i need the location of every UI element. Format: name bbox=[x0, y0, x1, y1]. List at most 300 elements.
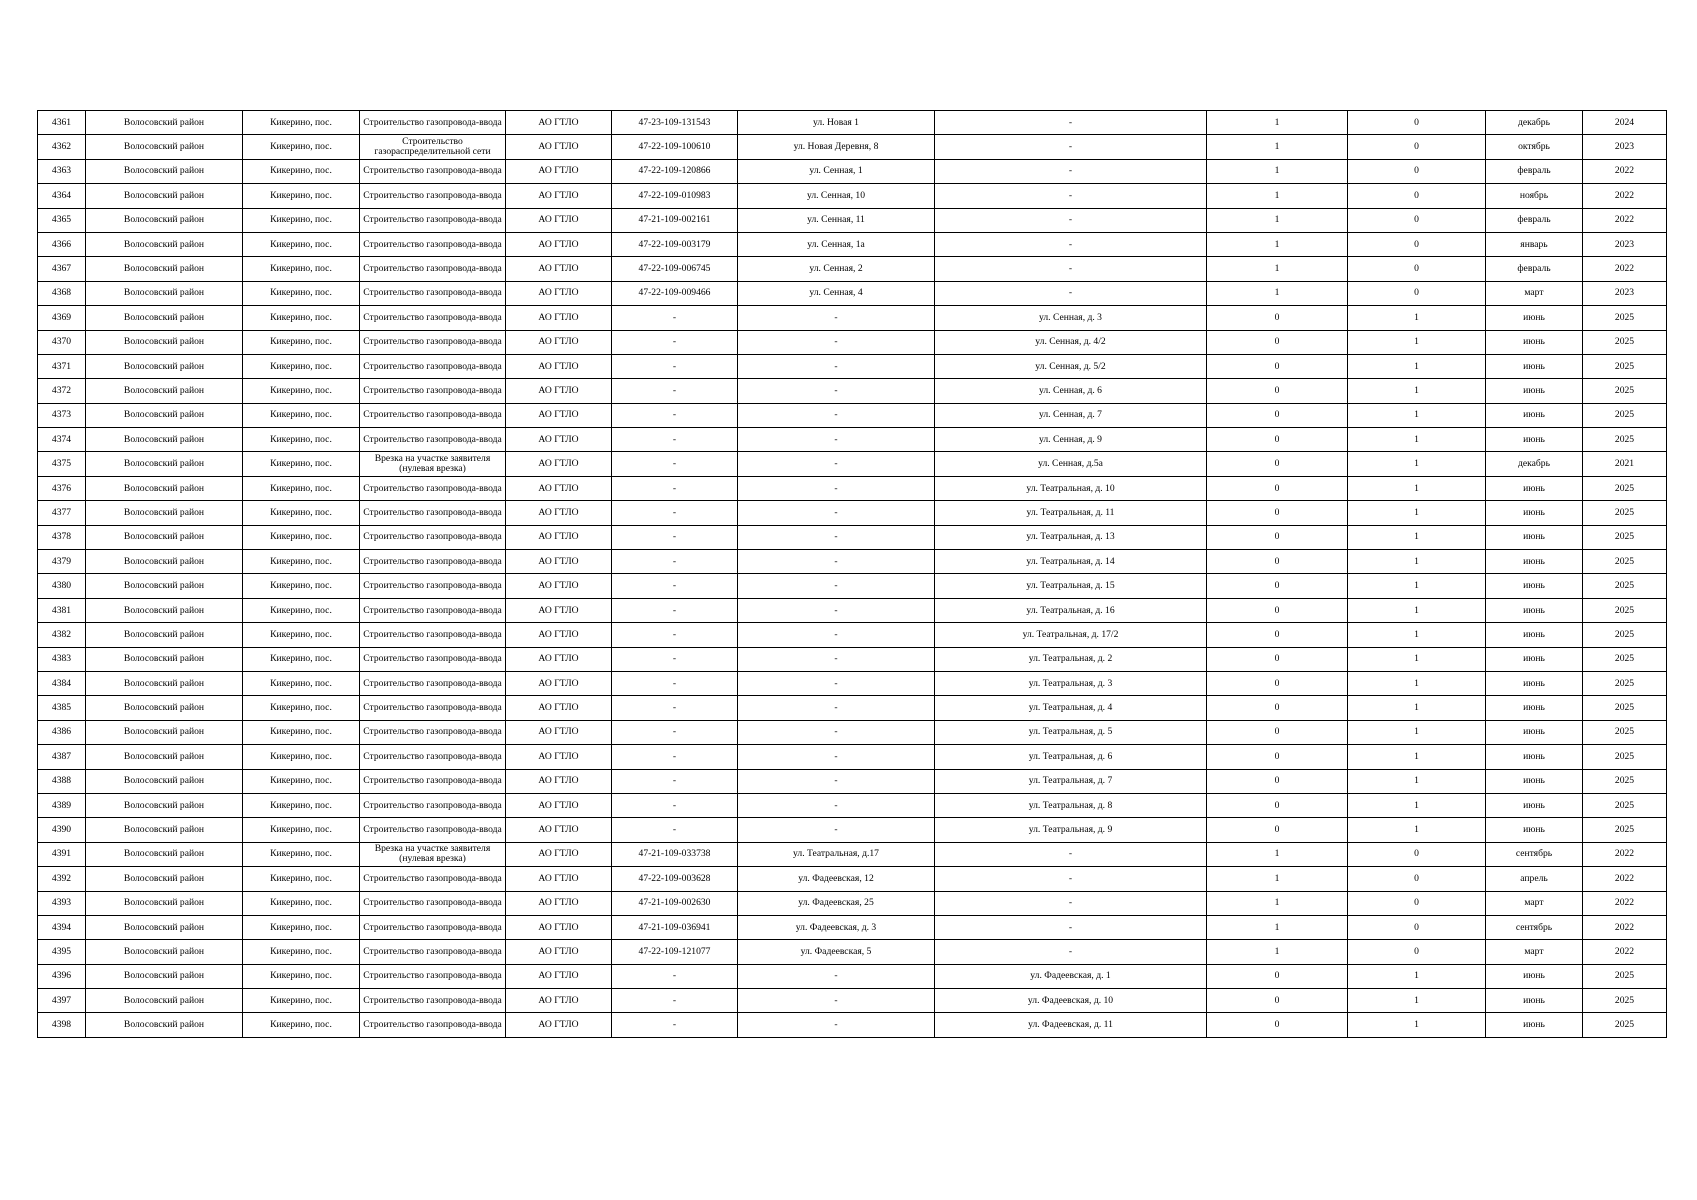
registration-number-cell: - bbox=[612, 769, 738, 793]
month-cell: июнь bbox=[1486, 1013, 1583, 1037]
settlement-cell: Кикерино, пос. bbox=[243, 964, 360, 988]
planned-address-cell: - bbox=[935, 940, 1207, 964]
settlement-cell: Кикерино, пос. bbox=[243, 403, 360, 427]
planned-count-cell: 0 bbox=[1348, 184, 1486, 208]
organization-cell: АО ГТЛО bbox=[506, 989, 612, 1013]
completed-count-cell: 0 bbox=[1207, 452, 1348, 476]
table-row bbox=[38, 964, 1667, 988]
year-cell: 2025 bbox=[1583, 989, 1667, 1013]
planned-count-cell: 1 bbox=[1348, 769, 1486, 793]
organization-cell: АО ГТЛО bbox=[506, 940, 612, 964]
organization-cell: АО ГТЛО bbox=[506, 720, 612, 744]
district-cell: Волосовский район bbox=[86, 793, 243, 817]
work-type-cell: Строительство газопровода-ввода bbox=[360, 403, 506, 427]
row-number-cell: 4361 bbox=[38, 111, 86, 135]
work-type-cell: Строительство газопровода-ввода bbox=[360, 501, 506, 525]
row-number-cell: 4362 bbox=[38, 135, 86, 159]
organization-cell: АО ГТЛО bbox=[506, 379, 612, 403]
registration-number-cell: 47-22-109-010983 bbox=[612, 184, 738, 208]
month-cell: июнь bbox=[1486, 647, 1583, 671]
year-cell: 2025 bbox=[1583, 379, 1667, 403]
completed-count-cell: 1 bbox=[1207, 208, 1348, 232]
planned-count-cell: 1 bbox=[1348, 671, 1486, 695]
year-cell: 2023 bbox=[1583, 135, 1667, 159]
district-cell: Волосовский район bbox=[86, 915, 243, 939]
completed-count-cell: 0 bbox=[1207, 1013, 1348, 1037]
row-number-cell: 4391 bbox=[38, 842, 86, 866]
planned-count-cell: 0 bbox=[1348, 111, 1486, 135]
month-cell: июнь bbox=[1486, 598, 1583, 622]
planned-count-cell: 1 bbox=[1348, 476, 1486, 500]
registration-number-cell: 47-22-109-003179 bbox=[612, 232, 738, 256]
work-type-cell: Строительство газопровода-ввода bbox=[360, 1013, 506, 1037]
completed-count-cell: 0 bbox=[1207, 550, 1348, 574]
year-cell: 2025 bbox=[1583, 818, 1667, 842]
district-cell: Волосовский район bbox=[86, 1013, 243, 1037]
table-row bbox=[38, 842, 1667, 866]
planned-count-cell: 1 bbox=[1348, 720, 1486, 744]
table-row bbox=[38, 1013, 1667, 1037]
planned-address-cell: ул. Театральная, д. 3 bbox=[935, 671, 1207, 695]
planned-address-cell: - bbox=[935, 867, 1207, 891]
completed-count-cell: 1 bbox=[1207, 867, 1348, 891]
work-type-cell: Строительство газопровода-ввода bbox=[360, 818, 506, 842]
row-number-cell: 4381 bbox=[38, 598, 86, 622]
object-address-cell: ул. Фадеевская, 25 bbox=[738, 891, 935, 915]
planned-address-cell: ул. Сенная, д. 7 bbox=[935, 403, 1207, 427]
row-number-cell: 4388 bbox=[38, 769, 86, 793]
planned-count-cell: 1 bbox=[1348, 647, 1486, 671]
work-type-cell: Врезка на участке заявителя (нулевая врезка) bbox=[360, 842, 506, 866]
work-type-cell: Строительство газопровода-ввода bbox=[360, 232, 506, 256]
month-cell: июнь bbox=[1486, 818, 1583, 842]
table-row bbox=[38, 696, 1667, 720]
work-type-cell: Строительство газораспределительной сети bbox=[360, 135, 506, 159]
planned-address-cell: ул. Театральная, д. 6 bbox=[935, 745, 1207, 769]
table-row bbox=[38, 135, 1667, 159]
planned-address-cell: - bbox=[935, 159, 1207, 183]
planned-address-cell: ул. Театральная, д. 14 bbox=[935, 550, 1207, 574]
settlement-cell: Кикерино, пос. bbox=[243, 452, 360, 476]
registration-number-cell: 47-22-109-121077 bbox=[612, 940, 738, 964]
year-cell: 2022 bbox=[1583, 842, 1667, 866]
district-cell: Волосовский район bbox=[86, 598, 243, 622]
object-address-cell: - bbox=[738, 379, 935, 403]
row-number-cell: 4366 bbox=[38, 232, 86, 256]
planned-address-cell: ул. Театральная, д. 5 bbox=[935, 720, 1207, 744]
work-type-cell: Строительство газопровода-ввода bbox=[360, 550, 506, 574]
year-cell: 2025 bbox=[1583, 647, 1667, 671]
district-cell: Волосовский район bbox=[86, 184, 243, 208]
year-cell: 2022 bbox=[1583, 891, 1667, 915]
settlement-cell: Кикерино, пос. bbox=[243, 550, 360, 574]
object-address-cell: - bbox=[738, 525, 935, 549]
organization-cell: АО ГТЛО bbox=[506, 745, 612, 769]
object-address-cell: ул. Новая 1 bbox=[738, 111, 935, 135]
district-cell: Волосовский район bbox=[86, 720, 243, 744]
settlement-cell: Кикерино, пос. bbox=[243, 574, 360, 598]
object-address-cell: - bbox=[738, 476, 935, 500]
completed-count-cell: 0 bbox=[1207, 671, 1348, 695]
row-number-cell: 4393 bbox=[38, 891, 86, 915]
year-cell: 2022 bbox=[1583, 867, 1667, 891]
registration-number-cell: 47-22-109-100610 bbox=[612, 135, 738, 159]
year-cell: 2025 bbox=[1583, 330, 1667, 354]
row-number-cell: 4363 bbox=[38, 159, 86, 183]
district-cell: Волосовский район bbox=[86, 257, 243, 281]
settlement-cell: Кикерино, пос. bbox=[243, 989, 360, 1013]
registration-number-cell: - bbox=[612, 989, 738, 1013]
work-type-cell: Строительство газопровода-ввода bbox=[360, 379, 506, 403]
work-type-cell: Строительство газопровода-ввода bbox=[360, 989, 506, 1013]
organization-cell: АО ГТЛО bbox=[506, 647, 612, 671]
organization-cell: АО ГТЛО bbox=[506, 818, 612, 842]
table-row bbox=[38, 379, 1667, 403]
row-number-cell: 4392 bbox=[38, 867, 86, 891]
object-address-cell: ул. Сенная, 2 bbox=[738, 257, 935, 281]
row-number-cell: 4376 bbox=[38, 476, 86, 500]
planned-address-cell: - bbox=[935, 135, 1207, 159]
work-type-cell: Врезка на участке заявителя (нулевая врезка) bbox=[360, 452, 506, 476]
planned-count-cell: 1 bbox=[1348, 598, 1486, 622]
work-type-cell: Строительство газопровода-ввода bbox=[360, 647, 506, 671]
row-number-cell: 4397 bbox=[38, 989, 86, 1013]
planned-count-cell: 1 bbox=[1348, 696, 1486, 720]
completed-count-cell: 0 bbox=[1207, 403, 1348, 427]
table-row bbox=[38, 354, 1667, 378]
month-cell: февраль bbox=[1486, 257, 1583, 281]
work-type-cell: Строительство газопровода-ввода bbox=[360, 330, 506, 354]
row-number-cell: 4374 bbox=[38, 428, 86, 452]
object-address-cell: - bbox=[738, 745, 935, 769]
planned-count-cell: 0 bbox=[1348, 232, 1486, 256]
planned-address-cell: ул. Сенная, д. 3 bbox=[935, 306, 1207, 330]
settlement-cell: Кикерино, пос. bbox=[243, 379, 360, 403]
work-type-cell: Строительство газопровода-ввода bbox=[360, 281, 506, 305]
object-address-cell: ул. Фадеевская, 12 bbox=[738, 867, 935, 891]
year-cell: 2025 bbox=[1583, 720, 1667, 744]
year-cell: 2022 bbox=[1583, 257, 1667, 281]
planned-count-cell: 1 bbox=[1348, 574, 1486, 598]
year-cell: 2025 bbox=[1583, 793, 1667, 817]
table-row bbox=[38, 330, 1667, 354]
month-cell: июнь bbox=[1486, 550, 1583, 574]
table-row bbox=[38, 184, 1667, 208]
year-cell: 2022 bbox=[1583, 940, 1667, 964]
month-cell: октябрь bbox=[1486, 135, 1583, 159]
table-row bbox=[38, 891, 1667, 915]
work-type-cell: Строительство газопровода-ввода bbox=[360, 769, 506, 793]
district-cell: Волосовский район bbox=[86, 891, 243, 915]
organization-cell: АО ГТЛО bbox=[506, 842, 612, 866]
year-cell: 2025 bbox=[1583, 574, 1667, 598]
object-address-cell: ул. Фадеевская, д. 3 bbox=[738, 915, 935, 939]
registration-number-cell: 47-22-109-120866 bbox=[612, 159, 738, 183]
planned-count-cell: 1 bbox=[1348, 989, 1486, 1013]
planned-count-cell: 1 bbox=[1348, 452, 1486, 476]
work-type-cell: Строительство газопровода-ввода bbox=[360, 257, 506, 281]
district-cell: Волосовский район bbox=[86, 501, 243, 525]
object-address-cell: - bbox=[738, 647, 935, 671]
planned-address-cell: - bbox=[935, 842, 1207, 866]
object-address-cell: ул. Сенная, 4 bbox=[738, 281, 935, 305]
row-number-cell: 4398 bbox=[38, 1013, 86, 1037]
row-number-cell: 4367 bbox=[38, 257, 86, 281]
row-number-cell: 4389 bbox=[38, 793, 86, 817]
settlement-cell: Кикерино, пос. bbox=[243, 1013, 360, 1037]
month-cell: июнь bbox=[1486, 403, 1583, 427]
table-row bbox=[38, 306, 1667, 330]
year-cell: 2025 bbox=[1583, 306, 1667, 330]
month-cell: апрель bbox=[1486, 867, 1583, 891]
organization-cell: АО ГТЛО bbox=[506, 281, 612, 305]
table-row bbox=[38, 793, 1667, 817]
year-cell: 2025 bbox=[1583, 403, 1667, 427]
district-cell: Волосовский район bbox=[86, 403, 243, 427]
district-cell: Волосовский район bbox=[86, 769, 243, 793]
registration-number-cell: 47-22-109-003628 bbox=[612, 867, 738, 891]
month-cell: июнь bbox=[1486, 671, 1583, 695]
work-type-cell: Строительство газопровода-ввода bbox=[360, 354, 506, 378]
work-type-cell: Строительство газопровода-ввода bbox=[360, 428, 506, 452]
registration-number-cell: - bbox=[612, 818, 738, 842]
year-cell: 2025 bbox=[1583, 964, 1667, 988]
year-cell: 2025 bbox=[1583, 745, 1667, 769]
object-address-cell: - bbox=[738, 403, 935, 427]
planned-count-cell: 0 bbox=[1348, 915, 1486, 939]
completed-count-cell: 0 bbox=[1207, 306, 1348, 330]
row-number-cell: 4364 bbox=[38, 184, 86, 208]
district-cell: Волосовский район bbox=[86, 867, 243, 891]
organization-cell: АО ГТЛО bbox=[506, 1013, 612, 1037]
registration-number-cell: - bbox=[612, 403, 738, 427]
planned-count-cell: 1 bbox=[1348, 623, 1486, 647]
organization-cell: АО ГТЛО bbox=[506, 867, 612, 891]
row-number-cell: 4369 bbox=[38, 306, 86, 330]
settlement-cell: Кикерино, пос. bbox=[243, 867, 360, 891]
month-cell: июнь bbox=[1486, 989, 1583, 1013]
row-number-cell: 4390 bbox=[38, 818, 86, 842]
registration-number-cell: - bbox=[612, 598, 738, 622]
district-cell: Волосовский район bbox=[86, 671, 243, 695]
planned-address-cell: ул. Фадеевская, д. 10 bbox=[935, 989, 1207, 1013]
table-row bbox=[38, 452, 1667, 476]
month-cell: июнь bbox=[1486, 428, 1583, 452]
organization-cell: АО ГТЛО bbox=[506, 623, 612, 647]
completed-count-cell: 1 bbox=[1207, 842, 1348, 866]
registration-number-cell: - bbox=[612, 696, 738, 720]
registration-number-cell: 47-22-109-006745 bbox=[612, 257, 738, 281]
planned-address-cell: - bbox=[935, 111, 1207, 135]
settlement-cell: Кикерино, пос. bbox=[243, 598, 360, 622]
month-cell: июнь bbox=[1486, 574, 1583, 598]
completed-count-cell: 1 bbox=[1207, 232, 1348, 256]
object-address-cell: - bbox=[738, 330, 935, 354]
object-address-cell: ул. Сенная, 1 bbox=[738, 159, 935, 183]
organization-cell: АО ГТЛО bbox=[506, 184, 612, 208]
completed-count-cell: 1 bbox=[1207, 915, 1348, 939]
work-type-cell: Строительство газопровода-ввода bbox=[360, 891, 506, 915]
settlement-cell: Кикерино, пос. bbox=[243, 915, 360, 939]
settlement-cell: Кикерино, пос. bbox=[243, 330, 360, 354]
registration-number-cell: - bbox=[612, 476, 738, 500]
work-type-cell: Строительство газопровода-ввода bbox=[360, 306, 506, 330]
registration-number-cell: - bbox=[612, 550, 738, 574]
planned-address-cell: ул. Фадеевская, д. 11 bbox=[935, 1013, 1207, 1037]
district-cell: Волосовский район bbox=[86, 550, 243, 574]
work-type-cell: Строительство газопровода-ввода bbox=[360, 720, 506, 744]
completed-count-cell: 0 bbox=[1207, 476, 1348, 500]
month-cell: февраль bbox=[1486, 159, 1583, 183]
settlement-cell: Кикерино, пос. bbox=[243, 281, 360, 305]
table-row bbox=[38, 159, 1667, 183]
planned-count-cell: 1 bbox=[1348, 745, 1486, 769]
object-address-cell: - bbox=[738, 769, 935, 793]
planned-address-cell: ул. Театральная, д. 16 bbox=[935, 598, 1207, 622]
organization-cell: АО ГТЛО bbox=[506, 306, 612, 330]
completed-count-cell: 1 bbox=[1207, 159, 1348, 183]
completed-count-cell: 1 bbox=[1207, 257, 1348, 281]
organization-cell: АО ГТЛО bbox=[506, 111, 612, 135]
work-type-cell: Строительство газопровода-ввода bbox=[360, 111, 506, 135]
planned-count-cell: 1 bbox=[1348, 793, 1486, 817]
planned-count-cell: 0 bbox=[1348, 867, 1486, 891]
organization-cell: АО ГТЛО bbox=[506, 598, 612, 622]
organization-cell: АО ГТЛО bbox=[506, 135, 612, 159]
settlement-cell: Кикерино, пос. bbox=[243, 476, 360, 500]
object-address-cell: - bbox=[738, 306, 935, 330]
month-cell: июнь bbox=[1486, 379, 1583, 403]
registration-number-cell: - bbox=[612, 330, 738, 354]
organization-cell: АО ГТЛО bbox=[506, 232, 612, 256]
year-cell: 2023 bbox=[1583, 232, 1667, 256]
month-cell: сентябрь bbox=[1486, 842, 1583, 866]
month-cell: июнь bbox=[1486, 306, 1583, 330]
district-cell: Волосовский район bbox=[86, 818, 243, 842]
organization-cell: АО ГТЛО bbox=[506, 550, 612, 574]
object-address-cell: - bbox=[738, 671, 935, 695]
row-number-cell: 4373 bbox=[38, 403, 86, 427]
table-row bbox=[38, 989, 1667, 1013]
year-cell: 2022 bbox=[1583, 208, 1667, 232]
table-row bbox=[38, 525, 1667, 549]
organization-cell: АО ГТЛО bbox=[506, 403, 612, 427]
row-number-cell: 4394 bbox=[38, 915, 86, 939]
registration-number-cell: - bbox=[612, 306, 738, 330]
month-cell: март bbox=[1486, 940, 1583, 964]
district-cell: Волосовский район bbox=[86, 989, 243, 1013]
organization-cell: АО ГТЛО bbox=[506, 476, 612, 500]
year-cell: 2025 bbox=[1583, 671, 1667, 695]
planned-count-cell: 0 bbox=[1348, 842, 1486, 866]
registration-number-cell: - bbox=[612, 452, 738, 476]
object-address-cell: - bbox=[738, 989, 935, 1013]
organization-cell: АО ГТЛО bbox=[506, 915, 612, 939]
district-cell: Волосовский район bbox=[86, 574, 243, 598]
planned-address-cell: - bbox=[935, 208, 1207, 232]
completed-count-cell: 1 bbox=[1207, 135, 1348, 159]
object-address-cell: - bbox=[738, 452, 935, 476]
year-cell: 2025 bbox=[1583, 525, 1667, 549]
planned-address-cell: - bbox=[935, 281, 1207, 305]
district-cell: Волосовский район bbox=[86, 940, 243, 964]
month-cell: июнь bbox=[1486, 623, 1583, 647]
year-cell: 2025 bbox=[1583, 696, 1667, 720]
object-address-cell: - bbox=[738, 964, 935, 988]
row-number-cell: 4382 bbox=[38, 623, 86, 647]
work-type-cell: Строительство газопровода-ввода bbox=[360, 623, 506, 647]
district-cell: Волосовский район bbox=[86, 696, 243, 720]
row-number-cell: 4365 bbox=[38, 208, 86, 232]
row-number-cell: 4383 bbox=[38, 647, 86, 671]
object-address-cell: ул. Новая Деревня, 8 bbox=[738, 135, 935, 159]
district-cell: Волосовский район bbox=[86, 964, 243, 988]
planned-count-cell: 1 bbox=[1348, 379, 1486, 403]
completed-count-cell: 0 bbox=[1207, 428, 1348, 452]
month-cell: июнь bbox=[1486, 696, 1583, 720]
month-cell: январь bbox=[1486, 232, 1583, 256]
registration-number-cell: - bbox=[612, 354, 738, 378]
completed-count-cell: 0 bbox=[1207, 818, 1348, 842]
planned-address-cell: ул. Театральная, д. 10 bbox=[935, 476, 1207, 500]
planned-count-cell: 0 bbox=[1348, 208, 1486, 232]
registration-number-cell: - bbox=[612, 671, 738, 695]
planned-count-cell: 0 bbox=[1348, 281, 1486, 305]
settlement-cell: Кикерино, пос. bbox=[243, 891, 360, 915]
district-cell: Волосовский район bbox=[86, 135, 243, 159]
completed-count-cell: 0 bbox=[1207, 574, 1348, 598]
planned-address-cell: ул. Театральная, д. 15 bbox=[935, 574, 1207, 598]
settlement-cell: Кикерино, пос. bbox=[243, 842, 360, 866]
year-cell: 2022 bbox=[1583, 184, 1667, 208]
work-type-cell: Строительство газопровода-ввода bbox=[360, 793, 506, 817]
month-cell: июнь bbox=[1486, 720, 1583, 744]
row-number-cell: 4370 bbox=[38, 330, 86, 354]
district-cell: Волосовский район bbox=[86, 159, 243, 183]
settlement-cell: Кикерино, пос. bbox=[243, 501, 360, 525]
district-cell: Волосовский район bbox=[86, 745, 243, 769]
registration-number-cell: - bbox=[612, 623, 738, 647]
district-cell: Волосовский район bbox=[86, 623, 243, 647]
table-row bbox=[38, 574, 1667, 598]
year-cell: 2023 bbox=[1583, 281, 1667, 305]
organization-cell: АО ГТЛО bbox=[506, 428, 612, 452]
month-cell: ноябрь bbox=[1486, 184, 1583, 208]
settlement-cell: Кикерино, пос. bbox=[243, 354, 360, 378]
settlement-cell: Кикерино, пос. bbox=[243, 111, 360, 135]
year-cell: 2025 bbox=[1583, 1013, 1667, 1037]
district-cell: Волосовский район bbox=[86, 379, 243, 403]
month-cell: июнь bbox=[1486, 964, 1583, 988]
work-type-cell: Строительство газопровода-ввода bbox=[360, 915, 506, 939]
completed-count-cell: 0 bbox=[1207, 623, 1348, 647]
completed-count-cell: 0 bbox=[1207, 354, 1348, 378]
completed-count-cell: 0 bbox=[1207, 745, 1348, 769]
planned-address-cell: ул. Театральная, д. 7 bbox=[935, 769, 1207, 793]
object-address-cell: ул. Сенная, 10 bbox=[738, 184, 935, 208]
settlement-cell: Кикерино, пос. bbox=[243, 232, 360, 256]
object-address-cell: - bbox=[738, 793, 935, 817]
planned-address-cell: ул. Фадеевская, д. 1 bbox=[935, 964, 1207, 988]
year-cell: 2025 bbox=[1583, 598, 1667, 622]
registration-number-cell: - bbox=[612, 964, 738, 988]
work-type-cell: Строительство газопровода-ввода bbox=[360, 940, 506, 964]
object-address-cell: - bbox=[738, 1013, 935, 1037]
settlement-cell: Кикерино, пос. bbox=[243, 159, 360, 183]
object-address-cell: - bbox=[738, 354, 935, 378]
work-type-cell: Строительство газопровода-ввода bbox=[360, 867, 506, 891]
row-number-cell: 4385 bbox=[38, 696, 86, 720]
